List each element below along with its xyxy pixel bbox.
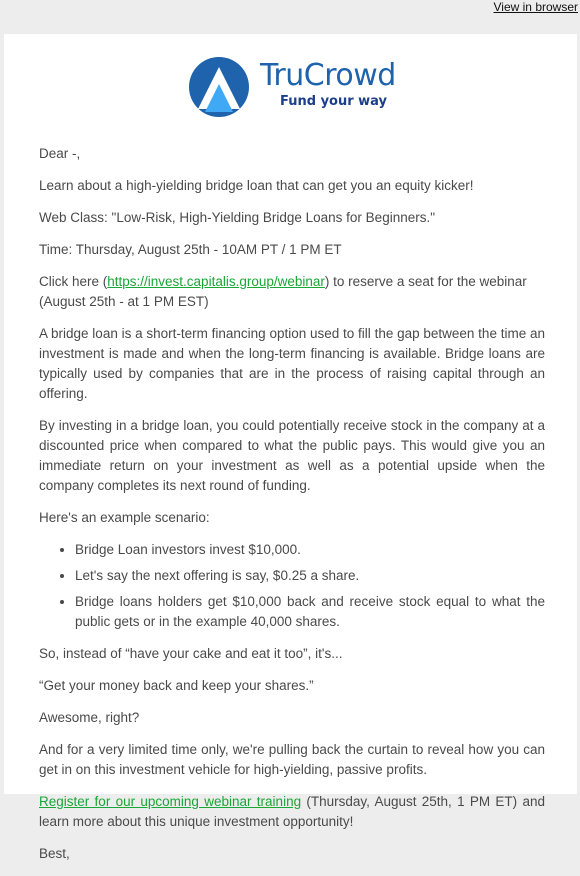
example-list [39,540,545,632]
web-class-text: Web Class: "Low-Risk, High-Yielding Bridge Loans for Beginners." [39,210,436,225]
trucrowd-logo[interactable] [188,56,408,118]
time-text: Time: Thursday, August 25th - 10AM PT / 1 PM ET [39,242,342,257]
intro-text: Learn about a high-yielding bridge loan that can get you an equity kicker! [39,178,474,193]
top-bar [0,0,580,22]
limited-time-paragraph: And for a very limited time only, we're pulling back the curtain to reveal how you can get in on this investment vehicle for high-yielding, passive profits. [39,742,545,777]
awesome-text: Awesome, right? [39,710,140,725]
bridge-loan-paragraph: A bridge loan is a short-term financing option used to fill the gap between the time an investment is made and when the long-term financing is available. Bridge loans are typically used by companies that are in the process of raising capital through an offering. [39,326,545,401]
click-prefix: Click here ( [39,274,108,289]
logo-tagline: Fund your way [280,94,388,109]
trucrowd-logo-icon [188,56,250,118]
register-paragraph [39,792,545,832]
greeting: Dear -, [39,146,81,161]
register-suffix: (Thursday, August 25th, 1 PM ET) and learn more about this unique investment opportunity! [39,794,545,829]
investing-paragraph: By investing in a bridge loan, you could potentially receive stock in the company at a discounted price when compared to what the public pays. This would give you an immediate return on your investment as well as a potential upside when the company completes its next round of funding. [39,418,545,493]
example-intro: Here's an example scenario: [39,510,210,525]
webinar-url-link[interactable]: https://invest.capitalis.group/webinar [107,274,325,289]
get-money-text: “Get your money back and keep your shares.” [39,678,314,693]
register-webinar-link[interactable]: Register for our upcoming webinar training [39,794,302,809]
list-item: • Bridge Loan investors invest $10,000. [75,540,545,560]
email-body [39,144,545,876]
click-here-paragraph [39,272,545,312]
email-card [4,34,577,861]
list-item: • Bridge loans holders get $10,000 back and receive stock equal to what the public gets or in the example 40,000 shares. [75,592,545,632]
click-suffix: ) to reserve a seat for the webinar (August 25th - at 1 PM EST) [39,274,527,309]
signoff: Best, [39,846,70,861]
logo-name: TruCrowd [260,58,396,93]
so-instead-text: So, instead of “have your cake and eat it too”, it's... [39,646,343,661]
view-in-browser-link[interactable]: View in browser [493,0,578,14]
list-item: • Let's say the next offering is say, $0.25 a share. [75,566,545,586]
